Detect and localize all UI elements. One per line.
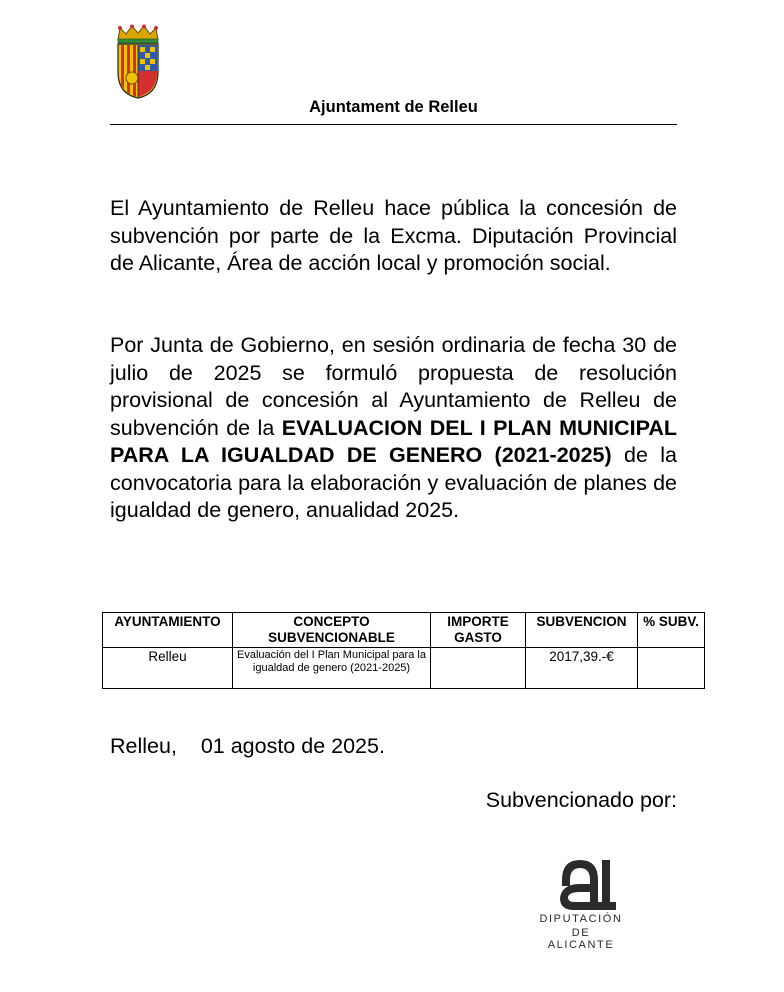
resolution-paragraph (110, 332, 677, 525)
cell-porcentaje (638, 648, 705, 689)
header-concepto: CONCEPTO SUBVENCIONABLE (233, 613, 431, 648)
cell-ayuntamiento: Relleu (103, 648, 233, 689)
header-ayuntamiento: AYUNTAMIENTO (103, 613, 233, 648)
municipal-crest-logo (112, 24, 164, 100)
header-title: Ajuntament de Relleu (309, 98, 478, 116)
funded-by-label: Subvencionado por: (485, 788, 677, 812)
resolution-text-before: Por Junta de Gobierno, en sesión ordinaria de fecha 30 de julio de 2025 se formuló propuesta de resolución provisional de concesión al Ayuntamiento de Relleu de subvención de la (110, 333, 677, 440)
diputacion-logo-line2: DE ALICANTE (547, 927, 615, 951)
announcement-paragraph: El Ayuntamiento de Relleu hace pública la concesión de subvención por parte de la Excma. Diputación Provincial de Alicante, Área de acción local y promoción social. (110, 196, 677, 275)
grant-table (102, 612, 705, 689)
header-porcentaje: % SUBV. (638, 613, 705, 648)
cell-concepto: Evaluación del I Plan Municipal para la igualdad de genero (2021-2025) (233, 648, 431, 689)
table-header-row (103, 613, 705, 648)
resolution-program-name: EVALUACION DEL I PLAN MUNICIPAL PARA LA IGUALDAD DE GENERO (2021-2025) (110, 415, 677, 467)
cell-subvencion: 2017,39.-€ (526, 648, 638, 689)
diputacion-logo-line1: DIPUTACIÓN (539, 913, 623, 925)
resolution-text-after: de la convocatoria para la elaboración y evaluación de planes de igualdad de genero, anualidad 2025. (110, 443, 677, 522)
table-row (103, 648, 705, 689)
place-date: Relleu, 01 agosto de 2025. (110, 734, 385, 758)
header-importe: IMPORTE GASTO (431, 613, 526, 648)
header-subvencion: SUBVENCION (526, 613, 638, 648)
cell-importe (431, 648, 526, 689)
header-divider (110, 124, 677, 125)
